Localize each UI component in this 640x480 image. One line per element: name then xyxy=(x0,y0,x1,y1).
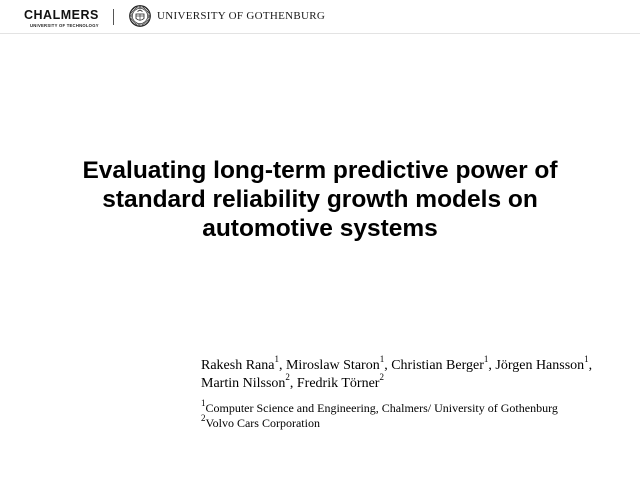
title-line-1: Evaluating long-term predictive power of xyxy=(82,157,558,184)
author-name: , Fredrik Törner xyxy=(289,376,380,391)
chalmers-tagline: UNIVERSITY OF TECHNOLOGY xyxy=(30,23,99,28)
affiliation-1 xyxy=(201,398,621,416)
affiliation-mark: 1 xyxy=(201,398,206,408)
slide-title xyxy=(20,156,620,243)
chalmers-wordmark: CHALMERS xyxy=(24,8,99,22)
author-name: , Jörgen Hansson xyxy=(488,358,585,373)
header-divider xyxy=(113,9,114,25)
author-name: , Miroslaw Staron xyxy=(278,358,380,373)
author-name: Martin Nilsson xyxy=(201,376,286,391)
header-rule xyxy=(0,33,640,34)
title-line-2: standard reliability growth models on xyxy=(102,186,538,213)
author-line-2 xyxy=(201,372,621,393)
author-line-1 xyxy=(201,354,621,375)
affiliation-text: Computer Science and Engineering, Chalmers/ University of Gothenburg xyxy=(205,401,558,415)
gothenburg-wordmark: UNIVERSITY OF GOTHENBURG xyxy=(157,10,326,22)
author-separator: , xyxy=(588,358,593,373)
slide-header xyxy=(0,0,640,34)
author-list xyxy=(201,354,621,393)
university-seal-icon xyxy=(129,5,151,27)
author-affiliation-mark: 1 xyxy=(584,354,589,365)
author-affiliation-mark: 2 xyxy=(285,372,290,383)
author-name: Rakesh Rana xyxy=(201,358,275,373)
affiliation-mark: 2 xyxy=(201,413,206,423)
author-affiliation-mark: 1 xyxy=(274,354,279,365)
author-affiliation-mark: 1 xyxy=(483,354,489,365)
affiliation-list xyxy=(201,398,621,431)
author-affiliation-mark: 2 xyxy=(379,372,384,383)
affiliation-text: Volvo Cars Corporation xyxy=(205,416,320,430)
title-line-3: automotive systems xyxy=(202,215,438,242)
chalmers-logo xyxy=(24,8,104,30)
author-affiliation-mark: 1 xyxy=(379,354,385,365)
author-name: , Christian Berger xyxy=(384,358,484,373)
affiliation-2 xyxy=(201,413,621,431)
